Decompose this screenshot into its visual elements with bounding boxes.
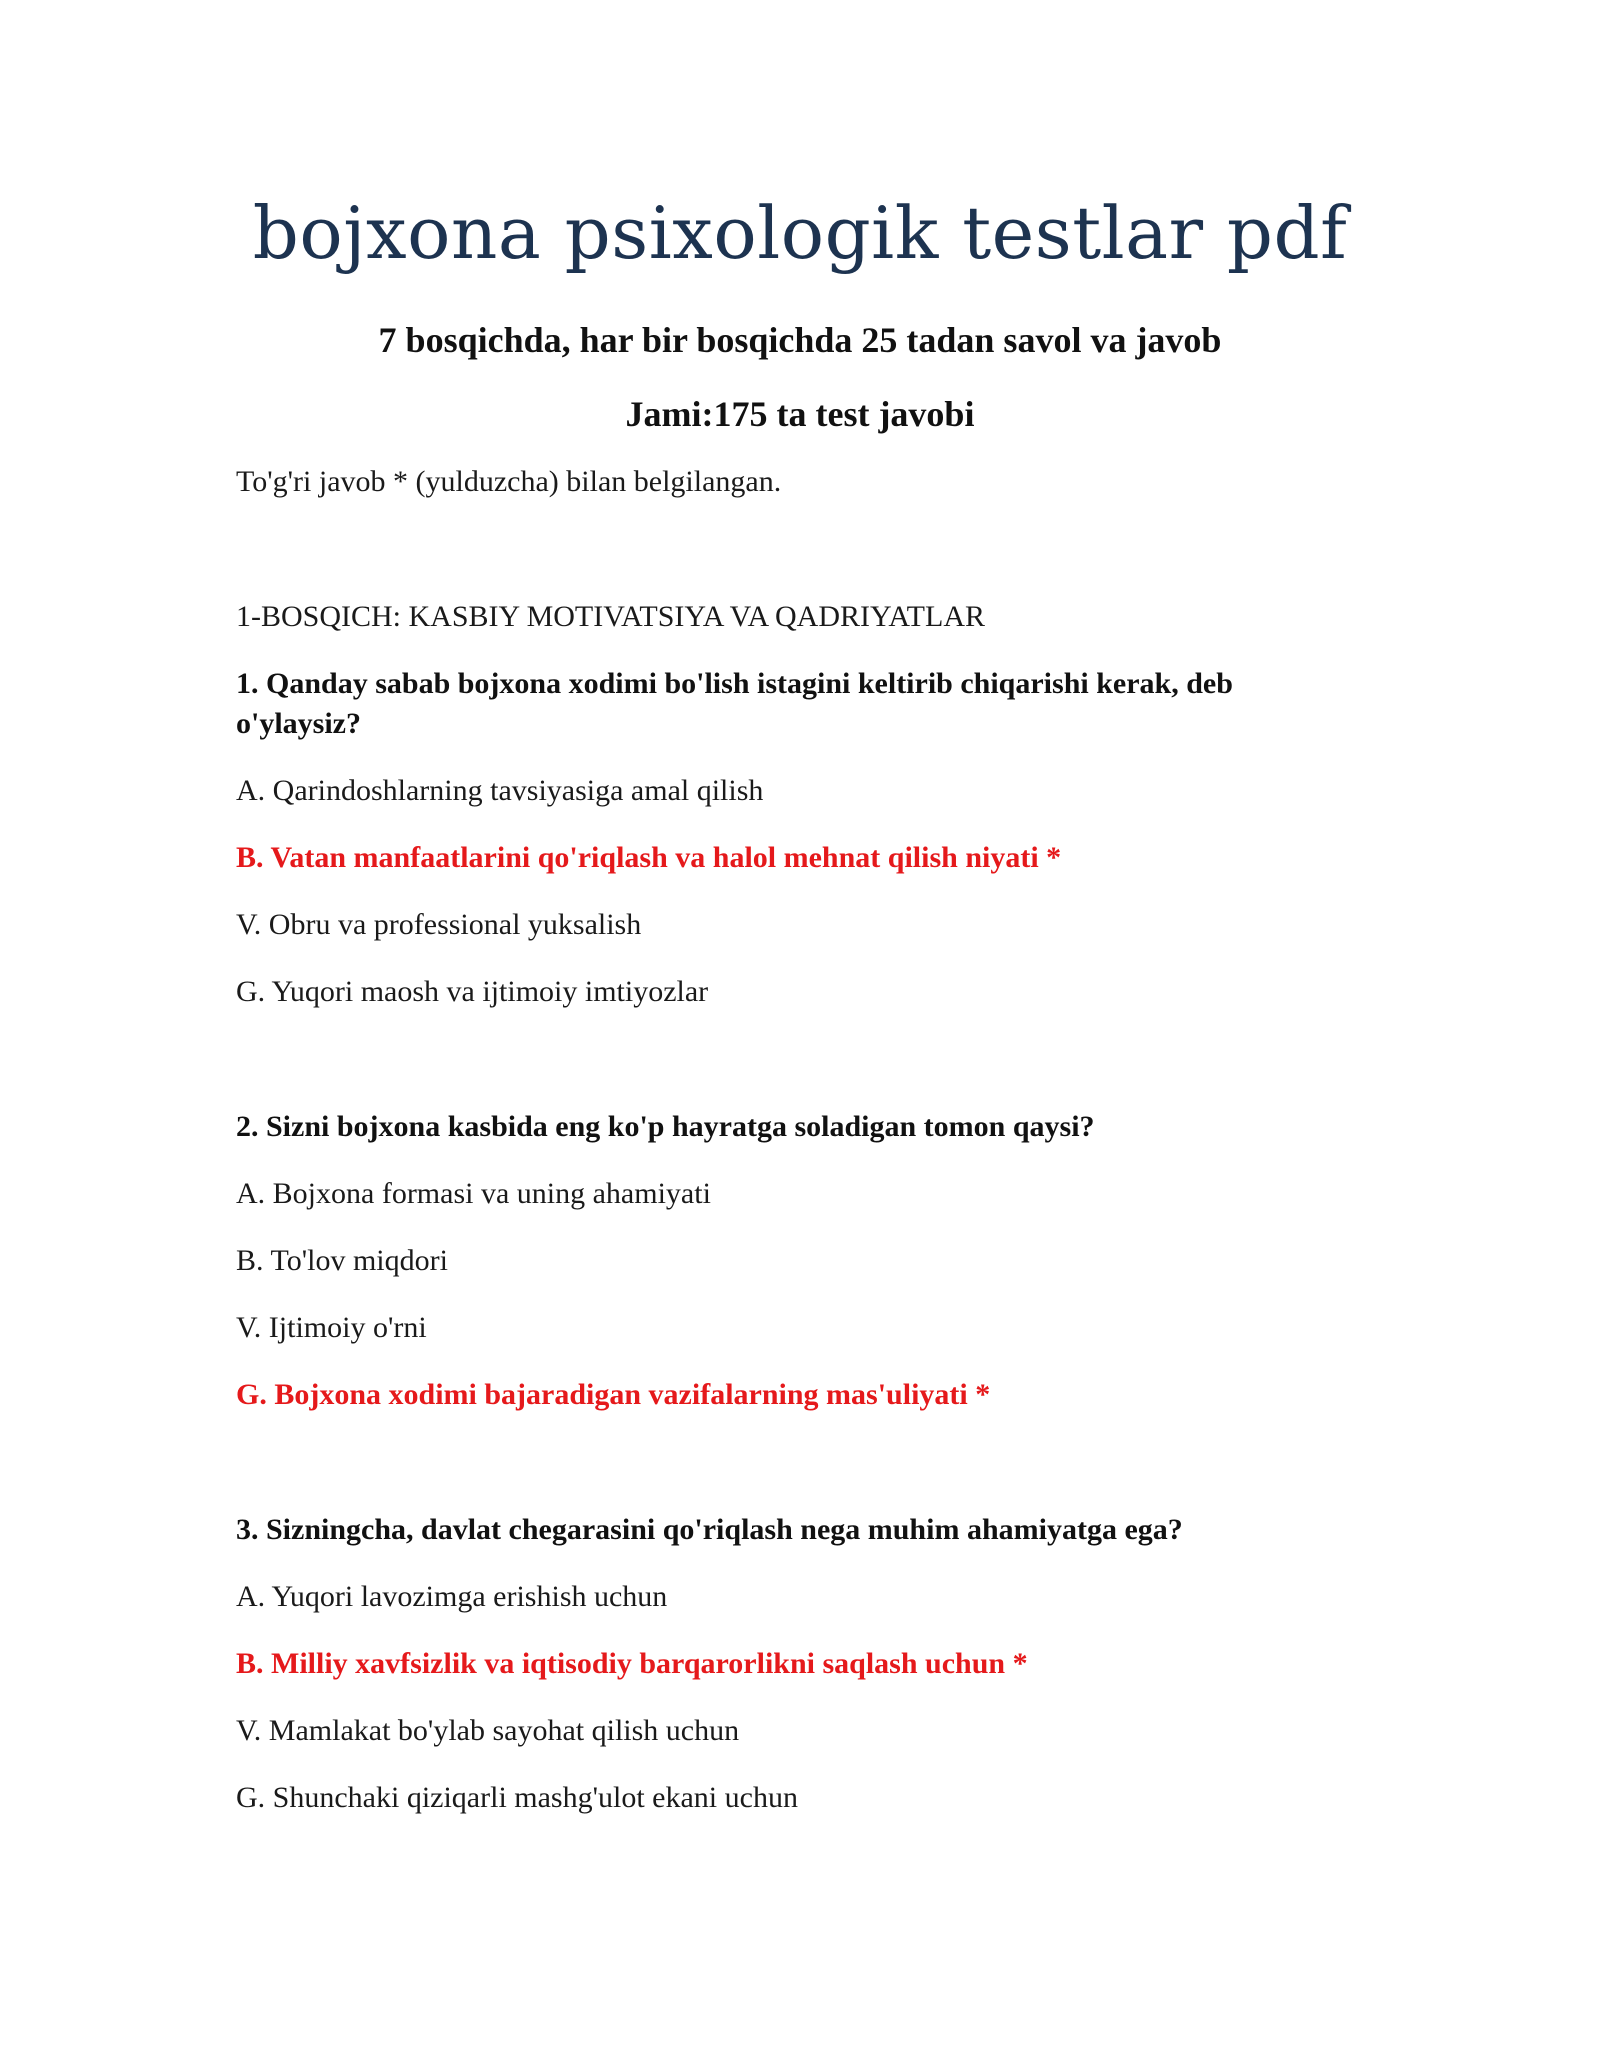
question-text: 3. Sizningcha, davlat chegarasini qo'riqlash nega muhim ahamiyatga ega? bbox=[236, 1513, 1183, 1546]
answer-option: A. Qarindoshlarning tavsiyasiga amal qilish bbox=[236, 774, 764, 807]
correct-answer-option: G. Bojxona xodimi bajaradigan vazifalarning mas'uliyati * bbox=[236, 1378, 991, 1411]
question-text: 1. Qanday sabab bojxona xodimi bo'lish istagini keltirib chiqarishi kerak, deb o'ylaysiz? bbox=[236, 667, 1233, 740]
question-block-3 bbox=[236, 1510, 1356, 1818]
intro-note: To'g'ri javob * (yulduzcha) bilan belgilangan. bbox=[236, 465, 782, 498]
question-block-1 bbox=[236, 664, 1356, 1012]
answer-option: G. Shunchaki qiziqarli mashg'ulot ekani uchun bbox=[236, 1781, 798, 1814]
answer-option: V. Mamlakat bo'ylab sayohat qilish uchun bbox=[236, 1714, 740, 1747]
answer-option: V. Obru va professional yuksalish bbox=[236, 908, 642, 941]
correct-answer-option: B. Milliy xavfsizlik va iqtisodiy barqarorlikni saqlash uchun * bbox=[236, 1647, 1028, 1680]
question-text: 2. Sizni bojxona kasbida eng ko'p hayratga soladigan tomon qaysi? bbox=[236, 1110, 1095, 1143]
subtitle-total: Jami:175 ta test javobi bbox=[625, 394, 975, 434]
answer-option: V. Ijtimoiy o'rni bbox=[236, 1311, 427, 1344]
stage-heading: 1-BOSQICH: KASBIY MOTIVATSIYA VA QADRIYATLAR bbox=[236, 600, 985, 633]
document-title: bojxona psixologik testlar pdf bbox=[252, 191, 1348, 275]
answer-option: G. Yuqori maosh va ijtimoiy imtiyozlar bbox=[236, 975, 709, 1008]
answer-option: A. Bojxona formasi va uning ahamiyati bbox=[236, 1177, 711, 1210]
subtitle-stages: 7 bosqichda, har bir bosqichda 25 tadan savol va javob bbox=[378, 320, 1222, 360]
correct-answer-option: B. Vatan manfaatlarini qo'riqlash va halol mehnat qilish niyati * bbox=[236, 841, 1062, 874]
answer-option: B. To'lov miqdori bbox=[236, 1244, 448, 1277]
answer-option: A. Yuqori lavozimga erishish uchun bbox=[236, 1580, 668, 1613]
document-body bbox=[236, 462, 1356, 1818]
question-block-2 bbox=[236, 1107, 1356, 1415]
